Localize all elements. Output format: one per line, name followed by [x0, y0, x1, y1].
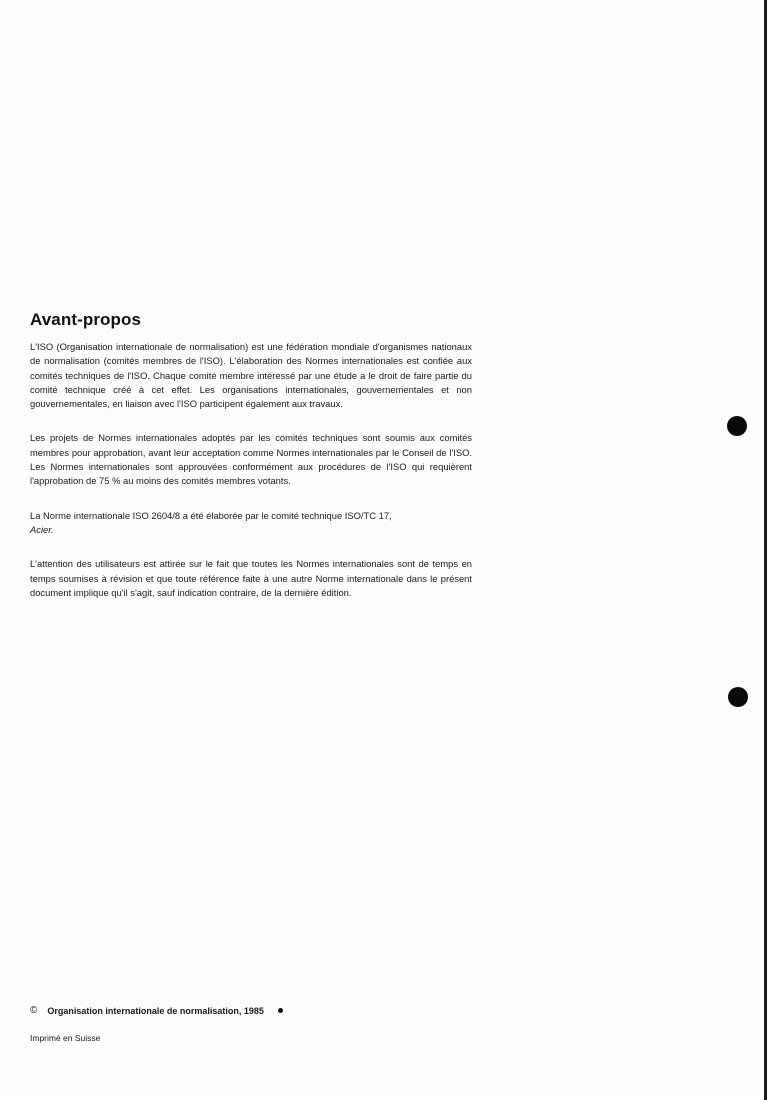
footer — [30, 1005, 283, 1043]
punch-hole-icon — [727, 416, 747, 436]
bullet-icon — [278, 1008, 283, 1013]
copyright-text: Organisation internationale de normalisation, 1985 — [47, 1005, 264, 1016]
committee-text: La Norme internationale ISO 2604/8 a été élaborée par le comité technique ISO/TC 17, — [30, 509, 392, 521]
committee-name: Acier. — [30, 523, 54, 535]
foreword-section — [30, 310, 472, 620]
page-title: Avant-propos — [30, 310, 142, 329]
paragraph-iso-intro: L'ISO (Organisation internationale de normalisation) est une fédération mondiale d'organismes nationaux de normalisation (comités membres de l'ISO). L'élaboration des Normes internationales est confiée aux comités techniques de l'ISO. Chaque comité membre intéressé par une étude a le droit de faire partie du comité technique créé à cet effet. Les organisations internationales, gouvernementales et non gouvernementales, en liaison avec l'ISO participent également aux travaux. — [30, 341, 472, 410]
punch-hole-icon — [728, 687, 748, 707]
paragraph-committee — [30, 509, 472, 538]
copyright-icon: © — [30, 1005, 38, 1016]
paragraph-approval: Les projets de Normes internationales adoptés par les comités techniques sont soumis aux comités membres pour approbation, avant leur acceptation comme Normes internationales par le Conseil de l'ISO. Les Normes internationales sont approuvées conformément aux procédures de l'ISO qui requièrent l'approbation de 75 % au moins des comités membres votants. — [30, 432, 472, 487]
copyright-line — [30, 1005, 283, 1016]
paragraph-revision-note: L'attention des utilisateurs est attirée sur le fait que toutes les Normes internationales sont de temps en temps soumises à révision et que toute référence faite à une autre Norme internationale dans le présent document implique qu'il s'agit, sauf indication contraire, de la dernière édition. — [30, 558, 472, 598]
printed-in: Imprimé en Suisse — [30, 1033, 101, 1043]
page-edge-border — [764, 0, 767, 1100]
